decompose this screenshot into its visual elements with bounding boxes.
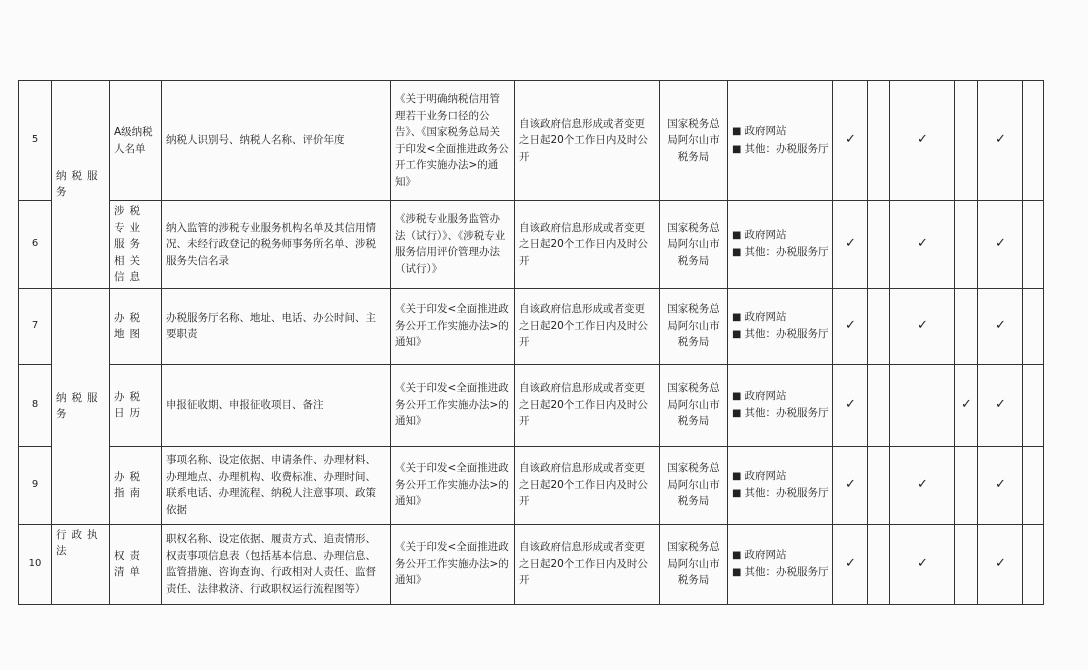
square-bullet-icon: ■ xyxy=(732,408,742,419)
empty-cell xyxy=(955,201,978,289)
square-bullet-icon: ■ xyxy=(732,488,742,499)
check-mark-icon: ✓ xyxy=(833,524,868,604)
row-number: 5 xyxy=(19,81,52,201)
time-cell: 自该政府信息形成或者变更之日起20个工作日内及时公开 xyxy=(515,81,660,201)
check-mark-icon: ✓ xyxy=(955,364,978,446)
item-cell: 办税地图 xyxy=(110,288,162,364)
channel-other: 其他：办税服务厅 xyxy=(744,142,829,155)
check-mark-icon: ✓ xyxy=(890,446,955,524)
square-bullet-icon: ■ xyxy=(732,390,742,402)
channel-website: 政府网站 xyxy=(744,310,787,323)
channel-cell xyxy=(728,524,833,604)
check-mark-icon: ✓ xyxy=(833,446,868,524)
channel-website: 政府网站 xyxy=(744,389,787,402)
table-row xyxy=(19,364,1044,446)
item-cell: A级纳税人名单 xyxy=(110,81,162,201)
content-cell: 申报征收期、申报征收项目、备注 xyxy=(162,364,391,446)
square-bullet-icon: ■ xyxy=(732,549,742,561)
table-row xyxy=(19,201,1044,289)
row-number: 10 xyxy=(19,524,52,604)
check-mark-icon: ✓ xyxy=(978,524,1023,604)
basis-cell: 《关于印发<全面推进政务公开工作实施办法>的通知》 xyxy=(391,288,515,364)
check-mark-icon: ✓ xyxy=(978,446,1023,524)
content-cell: 办税服务厅名称、地址、电话、办公时间、主要职责 xyxy=(162,288,391,364)
check-mark-icon: ✓ xyxy=(890,288,955,364)
channel-cell xyxy=(728,288,833,364)
square-bullet-icon: ■ xyxy=(732,567,742,578)
square-bullet-icon: ■ xyxy=(732,229,742,241)
empty-cell xyxy=(955,81,978,201)
channel-website: 政府网站 xyxy=(744,548,787,561)
time-cell: 自该政府信息形成或者变更之日起20个工作日内及时公开 xyxy=(515,364,660,446)
org-cell: 国家税务总局阿尔山市税务局 xyxy=(660,524,728,604)
org-cell: 国家税务总局阿尔山市税务局 xyxy=(660,81,728,201)
channel-other: 其他：办税服务厅 xyxy=(744,328,829,340)
empty-cell xyxy=(955,524,978,604)
empty-cell xyxy=(1023,364,1044,446)
check-mark-icon: ✓ xyxy=(978,81,1023,201)
content-cell: 纳入监管的涉税专业服务机构名单及其信用情况、未经行政登记的税务师事务所名单、涉税服务失信名录 xyxy=(162,201,391,289)
channel-cell xyxy=(728,446,833,524)
item-cell: 权责清单 xyxy=(110,524,162,604)
square-bullet-icon: ■ xyxy=(732,126,742,137)
empty-cell xyxy=(1023,288,1044,364)
square-bullet-icon: ■ xyxy=(732,247,742,259)
row-number: 8 xyxy=(19,364,52,446)
channel-cell xyxy=(728,201,833,289)
channel-website: 政府网站 xyxy=(744,228,787,241)
check-mark-icon: ✓ xyxy=(833,201,868,289)
channel-cell xyxy=(728,364,833,446)
check-mark-icon: ✓ xyxy=(890,201,955,289)
content-cell: 事项名称、设定依据、申请条件、办理材料、办理地点、办理机构、收费标准、办理时间、联系电话、办理流程、纳税人注意事项、政策依据 xyxy=(162,446,391,524)
time-cell: 自该政府信息形成或者变更之日起20个工作日内及时公开 xyxy=(515,288,660,364)
content-cell: 纳税人识别号、纳税人名称、评价年度 xyxy=(162,81,391,201)
empty-cell xyxy=(868,524,890,604)
org-cell: 国家税务总局阿尔山市税务局 xyxy=(660,364,728,446)
empty-cell xyxy=(955,446,978,524)
empty-cell xyxy=(868,288,890,364)
check-mark-icon: ✓ xyxy=(890,524,955,604)
disclosure-table xyxy=(18,80,1044,605)
channel-website: 政府网站 xyxy=(744,125,787,137)
disclosure-table-wrapper xyxy=(18,80,1044,605)
item-cell: 涉税专业服务相关信息 xyxy=(110,201,162,289)
check-mark-icon: ✓ xyxy=(978,288,1023,364)
time-cell: 自该政府信息形成或者变更之日起20个工作日内及时公开 xyxy=(515,446,660,524)
empty-cell xyxy=(890,364,955,446)
content-cell: 职权名称、设定依据、履责方式、追责情形、权责事项信息表（包括基本信息、办理信息、监管措施、咨询查询、行政相对人责任、监督责任、法律救济、行政职权运行流程图等） xyxy=(162,524,391,604)
check-mark-icon: ✓ xyxy=(890,81,955,201)
channel-other: 其他：办税服务厅 xyxy=(744,566,829,578)
square-bullet-icon: ■ xyxy=(732,143,742,155)
empty-cell xyxy=(868,446,890,524)
channel-other: 其他：办税服务厅 xyxy=(744,246,829,259)
category-cell: 行政执法 xyxy=(52,524,110,604)
square-bullet-icon: ■ xyxy=(732,470,742,482)
check-mark-icon: ✓ xyxy=(833,81,868,201)
empty-cell xyxy=(868,364,890,446)
basis-cell: 《关于印发<全面推进政务公开工作实施办法>的通知》 xyxy=(391,446,515,524)
time-cell: 自该政府信息形成或者变更之日起20个工作日内及时公开 xyxy=(515,524,660,604)
empty-cell xyxy=(1023,446,1044,524)
row-number: 9 xyxy=(19,446,52,524)
empty-cell xyxy=(955,288,978,364)
row-number: 7 xyxy=(19,288,52,364)
basis-cell: 《关于印发<全面推进政务公开工作实施办法>的通知》 xyxy=(391,364,515,446)
org-cell: 国家税务总局阿尔山市税务局 xyxy=(660,288,728,364)
item-cell: 办税日历 xyxy=(110,364,162,446)
empty-cell xyxy=(1023,524,1044,604)
org-cell: 国家税务总局阿尔山市税务局 xyxy=(660,446,728,524)
channel-other: 其他：办税服务厅 xyxy=(744,407,829,419)
time-cell: 自该政府信息形成或者变更之日起20个工作日内及时公开 xyxy=(515,201,660,289)
check-mark-icon: ✓ xyxy=(833,288,868,364)
basis-cell: 《涉税专业服务监管办法（试行）》、《涉税专业服务信用评价管理办法（试行）》 xyxy=(391,201,515,289)
channel-cell xyxy=(728,81,833,201)
category-cell: 纳税服务 xyxy=(52,288,110,524)
channel-other: 其他：办税服务厅 xyxy=(744,487,829,499)
category-cell: 纳税服务 xyxy=(52,81,110,289)
check-mark-icon: ✓ xyxy=(833,364,868,446)
item-cell: 办税指南 xyxy=(110,446,162,524)
row-number: 6 xyxy=(19,201,52,289)
square-bullet-icon: ■ xyxy=(732,329,742,340)
basis-cell: 《关于印发<全面推进政务公开工作实施办法>的通知》 xyxy=(391,524,515,604)
check-mark-icon: ✓ xyxy=(978,201,1023,289)
empty-cell xyxy=(868,81,890,201)
table-row xyxy=(19,524,1044,604)
channel-website: 政府网站 xyxy=(744,469,787,482)
empty-cell xyxy=(1023,201,1044,289)
table-row xyxy=(19,288,1044,364)
org-cell: 国家税务总局阿尔山市税务局 xyxy=(660,201,728,289)
table-row xyxy=(19,81,1044,201)
empty-cell xyxy=(1023,81,1044,201)
check-mark-icon: ✓ xyxy=(978,364,1023,446)
basis-cell: 《关于明确纳税信用管理若干业务口径的公告》、《国家税务总局关于印发<全面推进政务公开工作实施办法>的通知》 xyxy=(391,81,515,201)
table-row xyxy=(19,446,1044,524)
square-bullet-icon: ■ xyxy=(732,311,742,323)
empty-cell xyxy=(868,201,890,289)
